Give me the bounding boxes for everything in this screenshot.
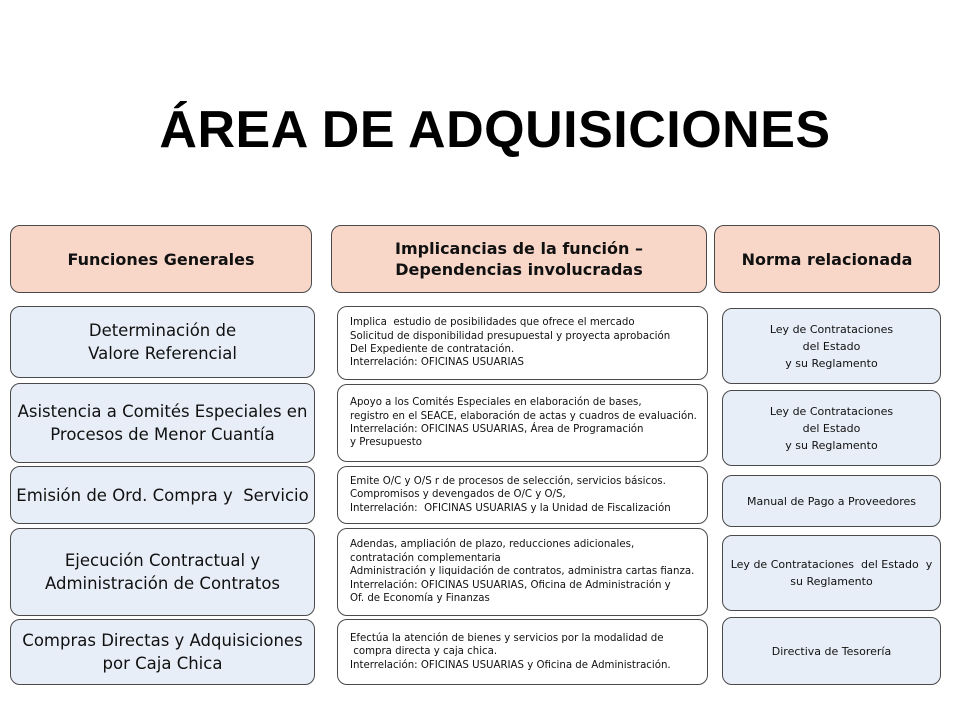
funcion-line: por Caja Chica [102, 654, 223, 673]
implicancia-line: Interrelación: OFICINAS USUARIAS [350, 357, 524, 369]
norma-line: Manual de Pago a Proveedores [746, 494, 917, 508]
funcion-line: Valore Referencial [88, 344, 237, 363]
implicancia-line: Del Expediente de contratación. [350, 344, 515, 355]
funcion-line: Compras Directas y Adquisiciones [22, 631, 303, 650]
implicancia-box [337, 619, 708, 685]
implicancia-line: Implica estudio de posibilidades que ofrece el mercado [350, 317, 635, 329]
implicancia-line: Of. de Economía y Finanzas [350, 593, 490, 605]
norma-line: del Estado [802, 339, 861, 353]
funcion-box [10, 528, 315, 616]
implicancia-box [337, 528, 708, 616]
norma-line: del Estado [802, 421, 861, 435]
norma-line: y su Reglamento [785, 438, 878, 452]
funcion-box [10, 619, 315, 685]
page-title: ÁREA DE ADQUISICIONES [159, 101, 831, 159]
norma-box [722, 535, 941, 611]
funcion-line: Procesos de Menor Cuantía [50, 425, 275, 444]
implicancia-box [337, 466, 708, 524]
funcion-line: Determinación de [88, 321, 237, 340]
norma-line: y su Reglamento [785, 356, 878, 370]
funcion-line: Emisión de Ord. Compra y Servicio [16, 485, 309, 505]
implicancia-line: contratación complementaria [350, 552, 501, 564]
norma-box [722, 390, 941, 466]
funcion-box [10, 306, 315, 378]
funcion-box [10, 466, 315, 524]
implicancia-line: y Presupuesto [350, 437, 422, 449]
implicancia-line: Interrelación: OFICINAS USUARIAS, Área de Programación [350, 424, 644, 435]
header-funciones-label: Funciones Generales [67, 249, 255, 269]
implicancia-line: Efectúa la atención de bienes y servicios por la modalidad de [350, 632, 664, 644]
implicancia-line: Emite O/C y O/S r de procesos de selección, servicios básicos. [350, 475, 666, 487]
norma-line: Ley de Contrataciones [769, 322, 894, 336]
implicancia-line: Administración y liquidación de contratos, administra cartas fianza. [350, 566, 695, 578]
header-norma-label: Norma relacionada [741, 249, 913, 269]
norma-line: Ley de Contrataciones [769, 404, 894, 418]
implicancia-line: Solicitud de disponibilidad presupuestal y proyecta aprobación [350, 330, 671, 342]
norma-line: Directiva de Tesorería [771, 644, 892, 658]
implicancia-line: Interrelación: OFICINAS USUARIAS y la Unidad de Fiscalización [350, 502, 671, 514]
implicancia-line: Interrelación: OFICINAS USUARIAS y Oficina de Administración. [350, 659, 671, 671]
implicancia-line: compra directa y caja chica. [350, 646, 498, 658]
header-implicancias-line-2: Dependencias involucradas [395, 260, 643, 279]
implicancia-line: Interrelación: OFICINAS USUARIAS, Oficina de Administración y [350, 579, 671, 591]
funcion-line: Ejecución Contractual y [64, 551, 261, 570]
header-funciones-generales [10, 225, 312, 293]
norma-box [722, 617, 941, 685]
implicancia-line: registro en el SEACE, elaboración de actas y cuadros de evaluación. [350, 410, 697, 422]
norma-box [722, 475, 941, 527]
implicancia-line: Adendas, ampliación de plazo, reducciones adicionales, [350, 539, 635, 551]
implicancia-box [337, 306, 708, 380]
funcion-line: Asistencia a Comités Especiales en [17, 402, 308, 421]
implicancia-line: Compromisos y devengados de O/C y O/S, [350, 489, 566, 501]
implicancia-box [337, 384, 708, 462]
funcion-box [10, 383, 315, 463]
header-implicancias-line-1: Implicancias de la función – [395, 239, 643, 258]
implicancia-line: Apoyo a los Comités Especiales en elaboración de bases, [350, 397, 642, 409]
norma-line: su Reglamento [790, 575, 873, 588]
norma-line: Ley de Contrataciones del Estado y [730, 558, 933, 571]
header-norma-relacionada [714, 225, 940, 293]
funcion-line: Administración de Contratos [44, 574, 281, 593]
header-implicancias [331, 225, 707, 293]
norma-box [722, 308, 941, 384]
